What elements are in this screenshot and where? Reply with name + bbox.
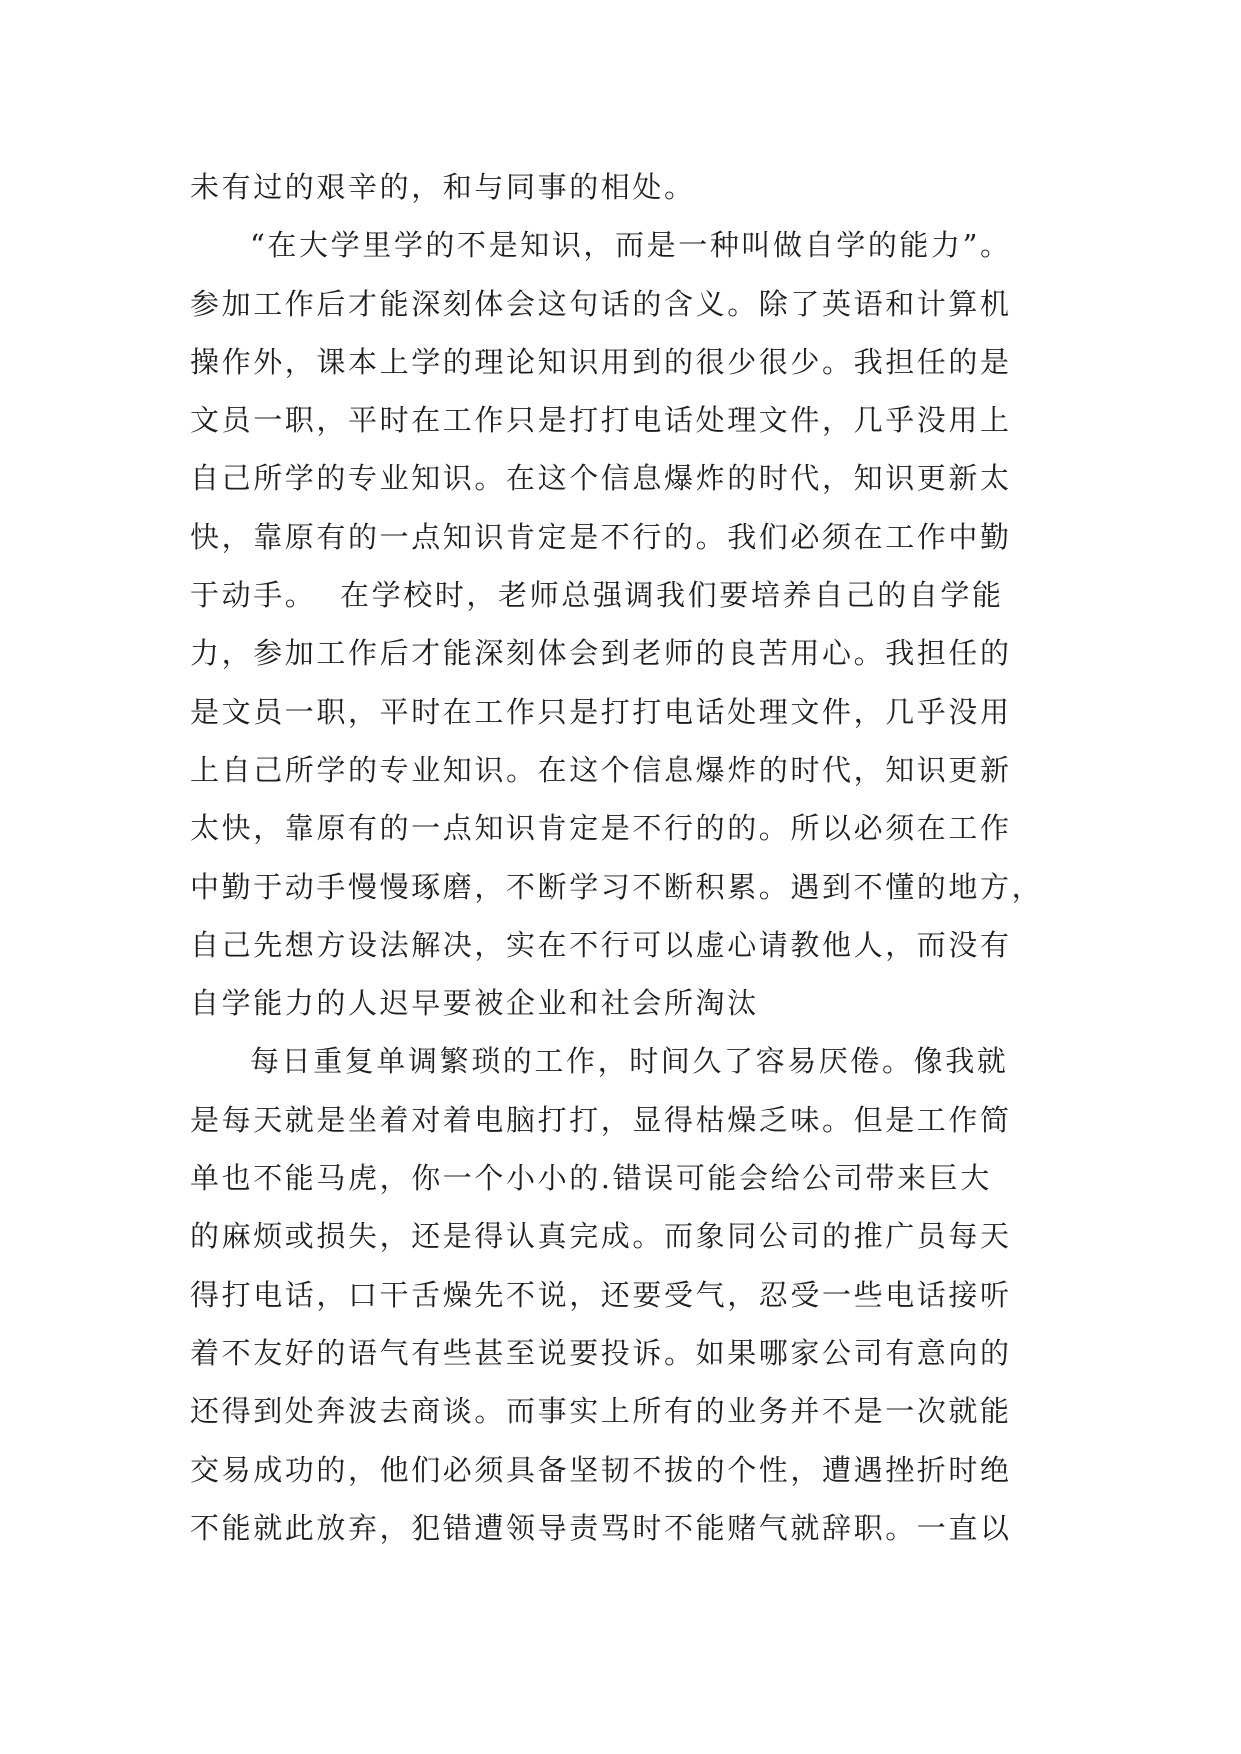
text-line: 太快，靠原有的一点知识肯定是不行的的。所以必须在工作 — [190, 811, 1012, 846]
text-line: 的麻烦或损失，还是得认真完成。而象同公司的推广员每天 — [190, 1219, 1012, 1254]
text-line: 不能就此放弃，犯错遭领导责骂时不能赌气就辞职。一直以 — [190, 1510, 1012, 1545]
text-line: 于动手。 在学校时，老师总强调我们要培养自己的自学能 — [190, 578, 1004, 613]
text-line: 是每天就是坐着对着电脑打打，显得枯燥乏味。但是工作简 — [190, 1102, 1012, 1137]
text-line: 是文员一职，平时在工作只是打打电话处理文件，几乎没用 — [190, 694, 1012, 729]
text-line: 自己先想方设法解决，实在不行可以虚心请教他人，而没有 — [190, 927, 1012, 962]
text-line: 参加工作后才能深刻体会这句话的含义。除了英语和计算机 — [190, 286, 1012, 321]
text-line: 还得到处奔波去商谈。而事实上所有的业务并不是一次就能 — [190, 1394, 1012, 1429]
text-line: 交易成功的，他们必须具备坚韧不拔的个性，遭遇挫折时绝 — [190, 1452, 1012, 1487]
text-line: 力，参加工作后才能深刻体会到老师的良苦用心。我担任的 — [190, 636, 1012, 671]
text-line: 上自己所学的专业知识。在这个信息爆炸的时代，知识更新 — [190, 752, 1012, 787]
text-line: 得打电话，口干舌燥先不说，还要受气，忍受一些电话接听 — [190, 1277, 1012, 1312]
text-line: 中勤于动手慢慢琢磨，不断学习不断积累。遇到不懂的地方， — [190, 869, 1044, 904]
text-line: 未有过的艰辛的，和与同事的相处。 — [190, 170, 696, 204]
paragraph-start-line: “在大学里学的不是知识，而是一种叫做自学的能力”。 — [250, 228, 1012, 263]
text-line: 单也不能马虎，你一个小小的.错误可能会给公司带来巨大 — [190, 1161, 992, 1196]
text-line: 着不友好的语气有些甚至说要投诉。如果哪家公司有意向的 — [190, 1335, 1012, 1370]
text-line: 操作外，课本上学的理论知识用到的很少很少。我担任的是 — [190, 344, 1012, 379]
paragraph-start-line: 每日重复单调繁琐的工作，时间久了容易厌倦。像我就 — [250, 1044, 1009, 1079]
document-body — [190, 158, 1050, 1557]
text-line: 自己所学的专业知识。在这个信息爆炸的时代，知识更新太 — [190, 461, 1012, 496]
text-line: 文员一职，平时在工作只是打打电话处理文件，几乎没用上 — [190, 403, 1012, 438]
text-line: 快，靠原有的一点知识肯定是不行的。我们必须在工作中勤 — [190, 519, 1012, 554]
text-line: 自学能力的人迟早要被企业和社会所淘汰 — [190, 986, 759, 1021]
